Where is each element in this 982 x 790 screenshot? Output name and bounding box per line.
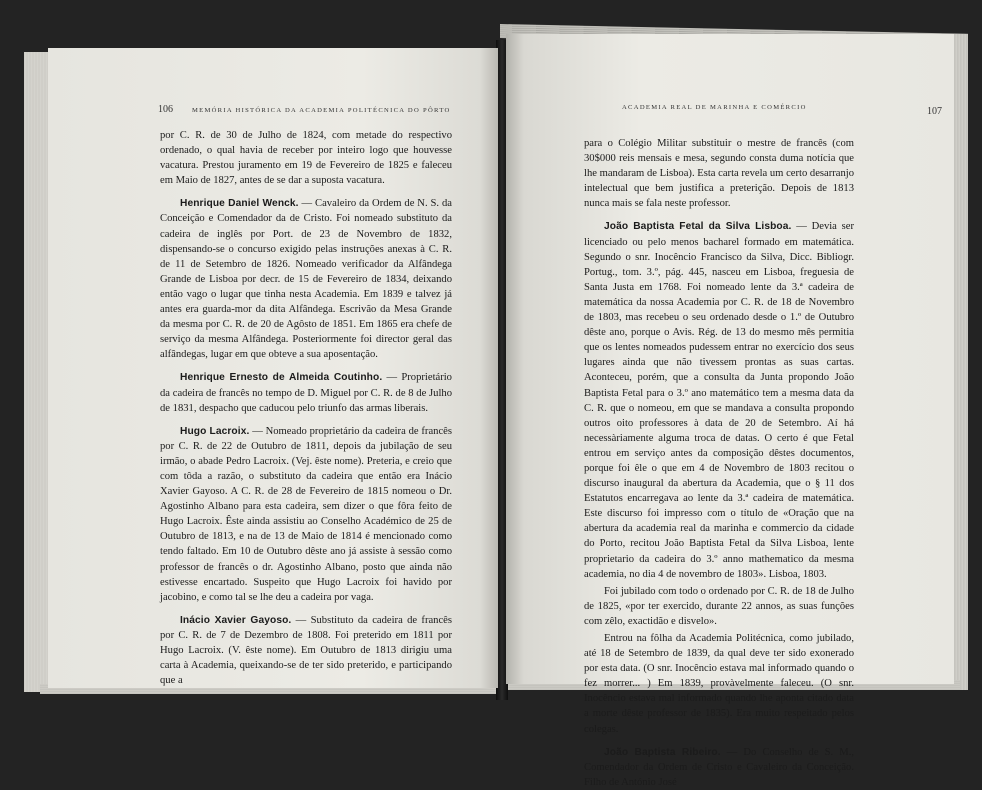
paragraph — [160, 128, 452, 188]
paragraph-text: para o Colégio Militar substituir o mestre de francês (com 30$000 reis mensais e mesa, segundo consta duma notícia que lhe mandaram de Lisboa). Esta carta revela um certo desarranjo intelectual que bem justifica a preterição. Depois de 1813 nunca mais se fala neste professor. — [584, 138, 855, 210]
paragraph-text: por C. R. de 30 de Julho de 1824, com metade do respectivo ordenado, o qual havia de receber por inteiro logo que houvesse vacatura. Prestou juramento em 19 de Fevereiro de 1825 e faleceu em Maio de 1827, antes de se dar a suposta vacatura. — [160, 130, 452, 187]
left-text-column — [160, 128, 452, 688]
paragraph-text: — Nomeado proprietário da cadeira de francês por C. R. de 22 de Outubro de 1811, depois da jubilação de seu irmão, o abade Pedro Lacroix. (Vej. êste nome). Preteria, e creio que com tôda a razão, o substituto da cadeira que então era Inácio Xavier Gayoso. A C. R. de 28 de Fevereiro de 1815 nomeou o Dr. Agostinho Albano para esta cadeira, sem dizer o que fôra feito de Hugo Lacroix. Êste ainda assistiu ao Conselho Académico de 25 de Outubro de 1813, e na de 13 de Maio de 1814 é mencionado como tendo faltado. Em 10 de Outubro dêste ano já assiste à sessão como professor de francês o dr. Agostinho Albano, posto que ainda não estivesse encartado. Suspeito que Hugo Lacroix foi havido por jacobino, e como tal se lhe deu a cadeira por vaga. — [160, 425, 452, 603]
entry-name: Henrique Daniel Wenck. — [180, 198, 299, 210]
paragraph-text: Entrou na fôlha da Academia Politécnica, como jubilado, até 18 de Setembro de 1839, da qual deve ter sido exonerado por esta data. (O snr. Inocêncio estava mal informado quando o fez morrer... ) Em 1839, provàvelmente faleceu. (O snr. Inocêncio estava mal informado quando lhe aponta citado data a morte dêste professor de 1835). Era muito respeitado pelos colegas. — [584, 633, 854, 735]
entry-name: Inácio Xavier Gayoso. — [180, 614, 292, 626]
paragraph — [584, 584, 854, 629]
left-page-header — [158, 104, 488, 116]
paragraph-text: — Substituto da cadeira de francês por C. R. de 7 de Dezembro de 1808. Foi preterido em 1811 por Hugo Lacroix. (V. êste nome). Em Outubro de 1813 dirigiu uma carta à Academia, queixando-se de ter sido preterido, e participando que a — [160, 614, 453, 687]
right-page-header — [622, 104, 942, 116]
paragraph — [584, 631, 854, 737]
paragraph — [160, 196, 452, 362]
paragraph-text: — Devia ser licenciado ou pelo menos bacharel formado em matemática. Segundo o snr. Inocêncio Francisco da Silva, Dicc. Bibliogr. Portug., tom. 3.º, pág. 445, nasceu em Lisboa, freguesia de Santa Justa em 1768. Foi nomeado lente da 3.ª cadeira de matemática da nossa Academia por C. R. de 18 de Novembro de 1803, mas recebeu o seu ordenado desde o 1.º de Outubro dêste ano, porque o Avis. Rég. de 13 do mesmo mês permitia que os lentes nomeados pudessem entrar no exercício dos seus lugares ainda que não tivessem prontas as suas cartas. Aconteceu, porém, que a consulta da Junta propondo João Baptista Fetal para o 3.º ano matemático tem a mesma data da C. R. que o nomeou, em que se mandava a consulta propondo outros oito professores à data de 20 de Setembro. Aí há necessàriamente alguma troca de datas. O certo é que Fetal entrou em serviço antes da composição dêstes documentos, porque foi êle o que em 4 de Novembro de 1803 recitou o discurso inaugural da abertura da Academia, que o § 11 dos Estatutos encarregava ao lente da 3.ª cadeira de matemática. Este discurso foi impresso com o título de «Oração que na abertura da academia real da marinha e commercio da cidade do Porto, recitou João Baptista Fetal da Silva Lisboa, lente proprietario da cadeira do 3.º anno mathematico da mesma academia, no dia 4 de novembro de 1803». Lisboa, 1803. — [584, 221, 855, 580]
entry-name: João Baptista Ribeiro. — [604, 746, 721, 758]
left-page-number: 106 — [158, 104, 173, 115]
right-page-number: 107 — [927, 106, 942, 117]
paragraph — [584, 745, 854, 790]
right-text-column — [584, 136, 854, 790]
paragraph — [160, 370, 452, 415]
paragraph — [584, 219, 854, 581]
paragraph-text: — Proprietário da cadeira de francês no tempo de D. Miguel por C. R. de 8 de Julho de 1831, despacho que caducou pelo triunfo das armas liberais. — [160, 372, 452, 414]
paragraph — [160, 613, 452, 688]
paragraph-text: — Do Conselho de S. M., Comendador da Ordem de Cristo e Cavaleiro da Conceição. Filho de António José — [584, 746, 854, 788]
entry-name: João Baptista Fetal da Silva Lisboa. — [604, 221, 792, 233]
paragraph-text: — Cavaleiro da Ordem de N. S. da Conceição e Comendador da de Cristo. Foi nomeado substituto da cadeira de inglês por Port. de 23 de Novembro de 1832, dispensando-se o concurso exigido pelas instruções anexas à C. R. de 11 de Setembro de 1826. Nomeado verificador da Alfândega Grande de Lisboa por decr. de 15 de Fevereiro de 1834, deixando então vago o lugar que tinha nesta Academia. Em 1839 e talvez já antes era guarda-mor da dita Alfândega. Escrivão da Mesa Grande da mesma por C. R. de 20 de Agôsto de 1851. Em 1865 era chefe de serviço da mesma Alfândega. Posteriormente foi director geral das alfândegas, lugar em que obteve a sua aposentação. — [160, 198, 452, 361]
left-page — [48, 48, 498, 688]
left-running-title: MEMÓRIA HISTÓRICA DA ACADEMIA POLITÉCNICA DO PÔRTO — [191, 107, 451, 114]
right-page — [506, 34, 954, 788]
paragraph — [160, 424, 452, 605]
entry-name: Hugo Lacroix. — [180, 425, 250, 437]
paragraph — [584, 136, 854, 211]
entry-name: Henrique Ernesto de Almeida Coutinho. — [180, 372, 383, 384]
paragraph-text: Foi jubilado com todo o ordenado por C. R. de 18 de Julho de 1825, «por ter exercido, durante 22 annos, as suas funções com zêlo, exactidão e disvelo». — [584, 585, 854, 627]
right-running-title: ACADEMIA REAL DE MARINHA E COMÉRCIO — [622, 104, 807, 111]
